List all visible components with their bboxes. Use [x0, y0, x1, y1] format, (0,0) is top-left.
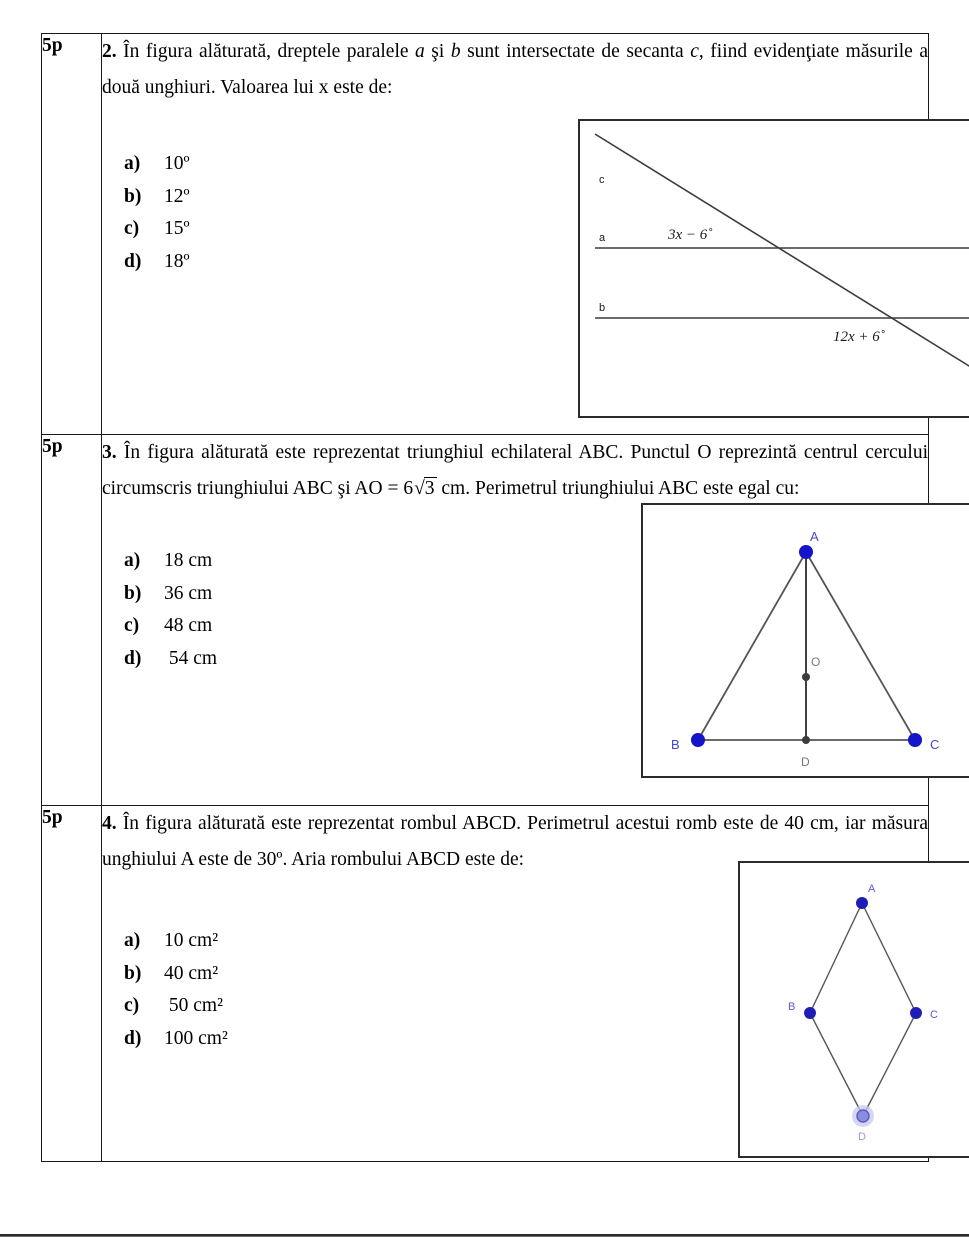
question-text-part-2: şi — [424, 41, 451, 62]
figure-parallel-lines-transversal — [578, 119, 969, 418]
transversal-line-c — [595, 134, 969, 379]
radicand: 3 — [424, 478, 435, 500]
segment-ac — [806, 552, 915, 740]
vertex-a-dot — [799, 545, 813, 559]
points-cell-q3: 5p — [42, 435, 102, 806]
option-key: b) — [124, 582, 142, 604]
points-cell-q2: 5p — [42, 34, 102, 435]
radical-sign: √ — [414, 478, 425, 500]
segment-ac — [862, 903, 916, 1013]
vertex-a-dot — [856, 897, 868, 909]
vertex-b-dot — [804, 1007, 816, 1019]
question-number-q2: 2. — [102, 41, 117, 62]
vertex-d-dot[interactable] — [857, 1110, 869, 1122]
option-key: d) — [124, 250, 142, 272]
radical-expression — [413, 471, 436, 507]
variable-a: a — [415, 41, 425, 62]
table-row — [42, 34, 929, 435]
figure-equilateral-triangle — [641, 503, 969, 778]
label-line-b: b — [599, 302, 606, 314]
point-o-dot — [802, 673, 810, 681]
option-key: a) — [124, 930, 141, 952]
option-value: 15º — [164, 218, 190, 240]
option-key: c) — [124, 218, 140, 240]
label-vertex-c: C — [930, 1009, 938, 1021]
question-number-q4: 4. — [102, 813, 117, 834]
option-key: d) — [124, 1027, 142, 1049]
segment-cd — [863, 1013, 916, 1116]
label-line-c: c — [599, 174, 605, 186]
vertex-c-dot — [910, 1007, 922, 1019]
segment-ab — [810, 903, 862, 1013]
option-key: c) — [124, 615, 140, 637]
option-value: 48 cm — [164, 615, 213, 637]
label-angle-lower: 12x + 6˚ — [833, 329, 885, 345]
table-row — [42, 806, 929, 1162]
question-text-part-1: În figura alăturată, dreptele paralele — [123, 41, 416, 62]
option-value: 10 cm² — [164, 930, 219, 952]
option-value: 40 cm² — [164, 962, 219, 984]
label-angle-upper: 3x − 6˚ — [668, 227, 713, 243]
option-key: d) — [124, 647, 142, 669]
question-text-part-1: În figura alăturată este reprezentat triunghiul echilateral ABC. Punctul O reprezintă centrul cercului circumscris triunghiului ABC şi AO = 6 — [102, 442, 928, 500]
option-key: a) — [124, 550, 141, 572]
point-d-dot — [802, 736, 810, 744]
option-value: 18 cm — [164, 550, 213, 572]
question-text-q2 — [102, 34, 928, 106]
option-value: 50 cm² — [164, 995, 223, 1017]
vertex-c-dot — [908, 733, 922, 747]
label-vertex-c: C — [930, 737, 940, 752]
option-value: 12º — [164, 185, 190, 207]
question-text-part-4: , fiind evidenţiate măsurile a două unghiuri. Valoarea lui x este de: — [102, 41, 929, 99]
question-cell-q3 — [102, 435, 940, 806]
label-vertex-b: B — [788, 1001, 796, 1013]
variable-c: c — [690, 41, 699, 62]
label-point-d: D — [801, 755, 810, 769]
vertex-b-dot — [691, 733, 705, 747]
segment-bd — [810, 1013, 863, 1116]
points-cell-q4: 5p — [42, 806, 102, 1162]
question-text-part-3: sunt intersectate de secanta — [460, 41, 691, 62]
option-value: 100 cm² — [164, 1027, 228, 1049]
option-value: 36 cm — [164, 582, 213, 604]
option-value: 10º — [164, 153, 190, 175]
option-key: c) — [124, 995, 140, 1017]
option-value: 18º — [164, 250, 190, 272]
option-value: 54 cm — [164, 647, 218, 669]
question-text-part-2: cm. Perimetrul triunghiului ABC este egal cu: — [436, 478, 800, 500]
option-key: b) — [124, 185, 142, 207]
figure-rhombus-abcd — [738, 861, 969, 1158]
question-text-q3 — [102, 435, 928, 507]
table-row — [42, 435, 929, 806]
question-number-q3: 3. — [102, 442, 117, 463]
label-line-a: a — [599, 232, 606, 244]
label-vertex-b: B — [671, 737, 680, 752]
label-vertex-a: A — [810, 529, 819, 544]
question-cell-q4 — [102, 806, 938, 1162]
variable-b: b — [450, 41, 461, 62]
exam-questions-table — [41, 33, 940, 1162]
segment-ab — [698, 552, 806, 740]
option-key: a) — [124, 153, 141, 175]
question-cell-q2 — [102, 34, 929, 435]
option-key: b) — [124, 962, 142, 984]
question-text-part-1: În figura alăturată este reprezentat rombul ABCD. Perimetrul acestui romb este de 40 cm, iar măsura unghiului A este de 30º. Aria rombului ABCD este de: — [102, 813, 928, 871]
label-vertex-a: A — [868, 883, 876, 895]
label-point-o: O — [811, 655, 821, 669]
label-vertex-d: D — [858, 1131, 866, 1143]
footer-separator — [0, 1234, 969, 1237]
